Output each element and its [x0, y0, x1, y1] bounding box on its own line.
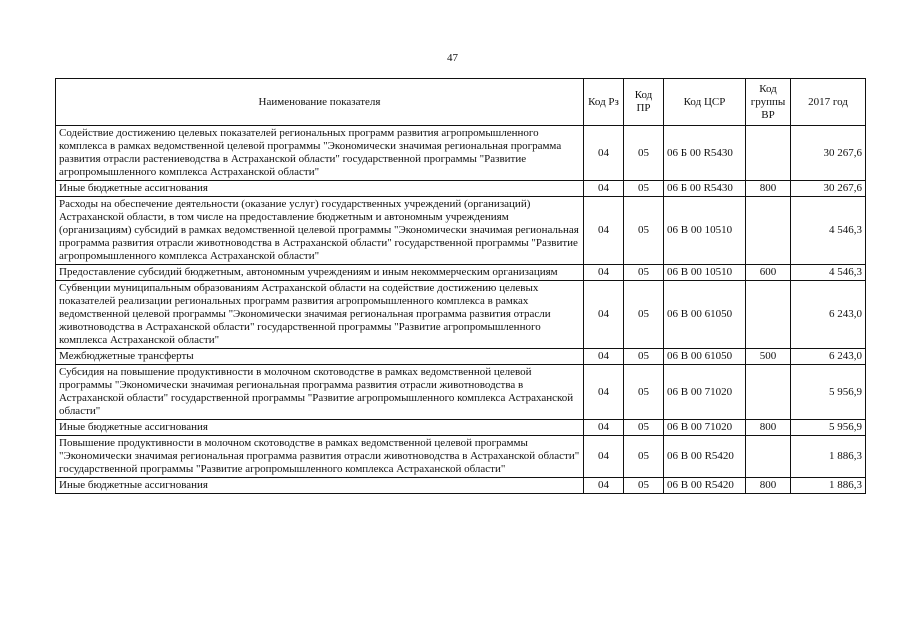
row-amount: 1 886,3: [791, 478, 866, 494]
row-csr: 06 Б 00 R5430: [664, 181, 746, 197]
table-row: [56, 349, 866, 365]
row-pr: 05: [624, 265, 664, 281]
row-name: Межбюджетные трансферты: [56, 349, 584, 365]
table-row: [56, 365, 866, 420]
row-pr: 05: [624, 281, 664, 349]
row-rz: 04: [584, 265, 624, 281]
row-rz: 04: [584, 349, 624, 365]
table-row: [56, 126, 866, 181]
header-rz: Код Рз: [584, 79, 624, 126]
row-amount: 5 956,9: [791, 420, 866, 436]
row-rz: 04: [584, 197, 624, 265]
row-vr: [746, 197, 791, 265]
row-name: Иные бюджетные ассигнования: [56, 478, 584, 494]
row-vr: 800: [746, 420, 791, 436]
table-row: [56, 197, 866, 265]
row-pr: 05: [624, 197, 664, 265]
table-row: [56, 265, 866, 281]
row-vr: [746, 126, 791, 181]
row-pr: 05: [624, 420, 664, 436]
row-csr: 06 Б 00 R5430: [664, 126, 746, 181]
row-name: Иные бюджетные ассигнования: [56, 181, 584, 197]
row-rz: 04: [584, 281, 624, 349]
row-vr: [746, 365, 791, 420]
row-csr: 06 В 00 61050: [664, 281, 746, 349]
table-row: [56, 478, 866, 494]
header-row: [56, 79, 866, 126]
row-csr: 06 В 00 10510: [664, 197, 746, 265]
table-row: [56, 181, 866, 197]
header-pr: Код ПР: [624, 79, 664, 126]
row-csr: 06 В 00 61050: [664, 349, 746, 365]
row-amount: 6 243,0: [791, 281, 866, 349]
row-csr: 06 В 00 10510: [664, 265, 746, 281]
row-pr: 05: [624, 365, 664, 420]
header-year: 2017 год: [791, 79, 866, 126]
row-name: Субсидия на повышение продуктивности в молочном скотоводстве в рамках ведомственной целевой программы "Экономически значимая региональная программа развития отрасли животноводства в Астраханской области" государственной программы "Развитие агропромышленного комплекса Астраханской области": [56, 365, 584, 420]
row-name: Иные бюджетные ассигнования: [56, 420, 584, 436]
row-pr: 05: [624, 181, 664, 197]
row-name: Повышение продуктивности в молочном скотоводстве в рамках ведомственной целевой программы "Экономически значимая региональная программа развития отрасли животноводства в Астраханской области" государственной программы "Развитие агропромышленного комплекса Астраханской области": [56, 436, 584, 478]
row-pr: 05: [624, 126, 664, 181]
header-name: Наименование показателя: [56, 79, 584, 126]
table-row: [56, 420, 866, 436]
row-name: Содействие достижению целевых показателей региональных программ развития агропромышленного комплекса в рамках ведомственной целевой программы "Экономически значимая региональная программа развития отрасли растениеводства в Астраханской области" государственной программы "Развитие агропромышленного комплекса Астраханской области": [56, 126, 584, 181]
row-pr: 05: [624, 436, 664, 478]
row-amount: 1 886,3: [791, 436, 866, 478]
row-vr: 500: [746, 349, 791, 365]
row-amount: 4 546,3: [791, 265, 866, 281]
page-number: 47: [447, 52, 458, 64]
row-pr: 05: [624, 349, 664, 365]
header-vr: Код группы ВР: [746, 79, 791, 126]
row-rz: 04: [584, 365, 624, 420]
row-vr: 800: [746, 181, 791, 197]
row-csr: 06 В 00 R5420: [664, 436, 746, 478]
row-csr: 06 В 00 R5420: [664, 478, 746, 494]
row-rz: 04: [584, 436, 624, 478]
row-rz: 04: [584, 126, 624, 181]
table-row: [56, 281, 866, 349]
row-name: Предоставление субсидий бюджетным, автономным учреждениям и иным некоммерческим организациям: [56, 265, 584, 281]
row-vr: 600: [746, 265, 791, 281]
row-vr: [746, 436, 791, 478]
row-name: Расходы на обеспечение деятельности (оказание услуг) государственных учреждений (организаций) Астраханской области, в том числе на предоставление бюджетным и автономным учреждениям (организациям) субсидий в рамках ведомственной целевой программы "Экономически значимая региональная программа развития отрасли животноводства в Астраханской области" государственной программы "Развитие агропромышленного комплекса Астраханской области": [56, 197, 584, 265]
row-amount: 30 267,6: [791, 181, 866, 197]
row-amount: 5 956,9: [791, 365, 866, 420]
row-vr: [746, 281, 791, 349]
budget-table: [55, 78, 866, 494]
row-amount: 4 546,3: [791, 197, 866, 265]
table-header: [56, 79, 866, 126]
row-vr: 800: [746, 478, 791, 494]
row-rz: 04: [584, 181, 624, 197]
row-rz: 04: [584, 478, 624, 494]
row-name: Субвенции муниципальным образованиям Астраханской области на содействие достижению целевых показателей реализации региональных программ развития агропромышленного комплекса в рамках ведомственной целевой программы "Экономически значимая региональная программа развития отрасли животноводства в Астраханской области" государственной программы "Развитие агропромышленного комплекса Астраханской области": [56, 281, 584, 349]
header-csr: Код ЦСР: [664, 79, 746, 126]
row-csr: 06 В 00 71020: [664, 365, 746, 420]
row-amount: 6 243,0: [791, 349, 866, 365]
table-row: [56, 436, 866, 478]
row-amount: 30 267,6: [791, 126, 866, 181]
row-rz: 04: [584, 420, 624, 436]
row-pr: 05: [624, 478, 664, 494]
table-body: [56, 126, 866, 494]
row-csr: 06 В 00 71020: [664, 420, 746, 436]
